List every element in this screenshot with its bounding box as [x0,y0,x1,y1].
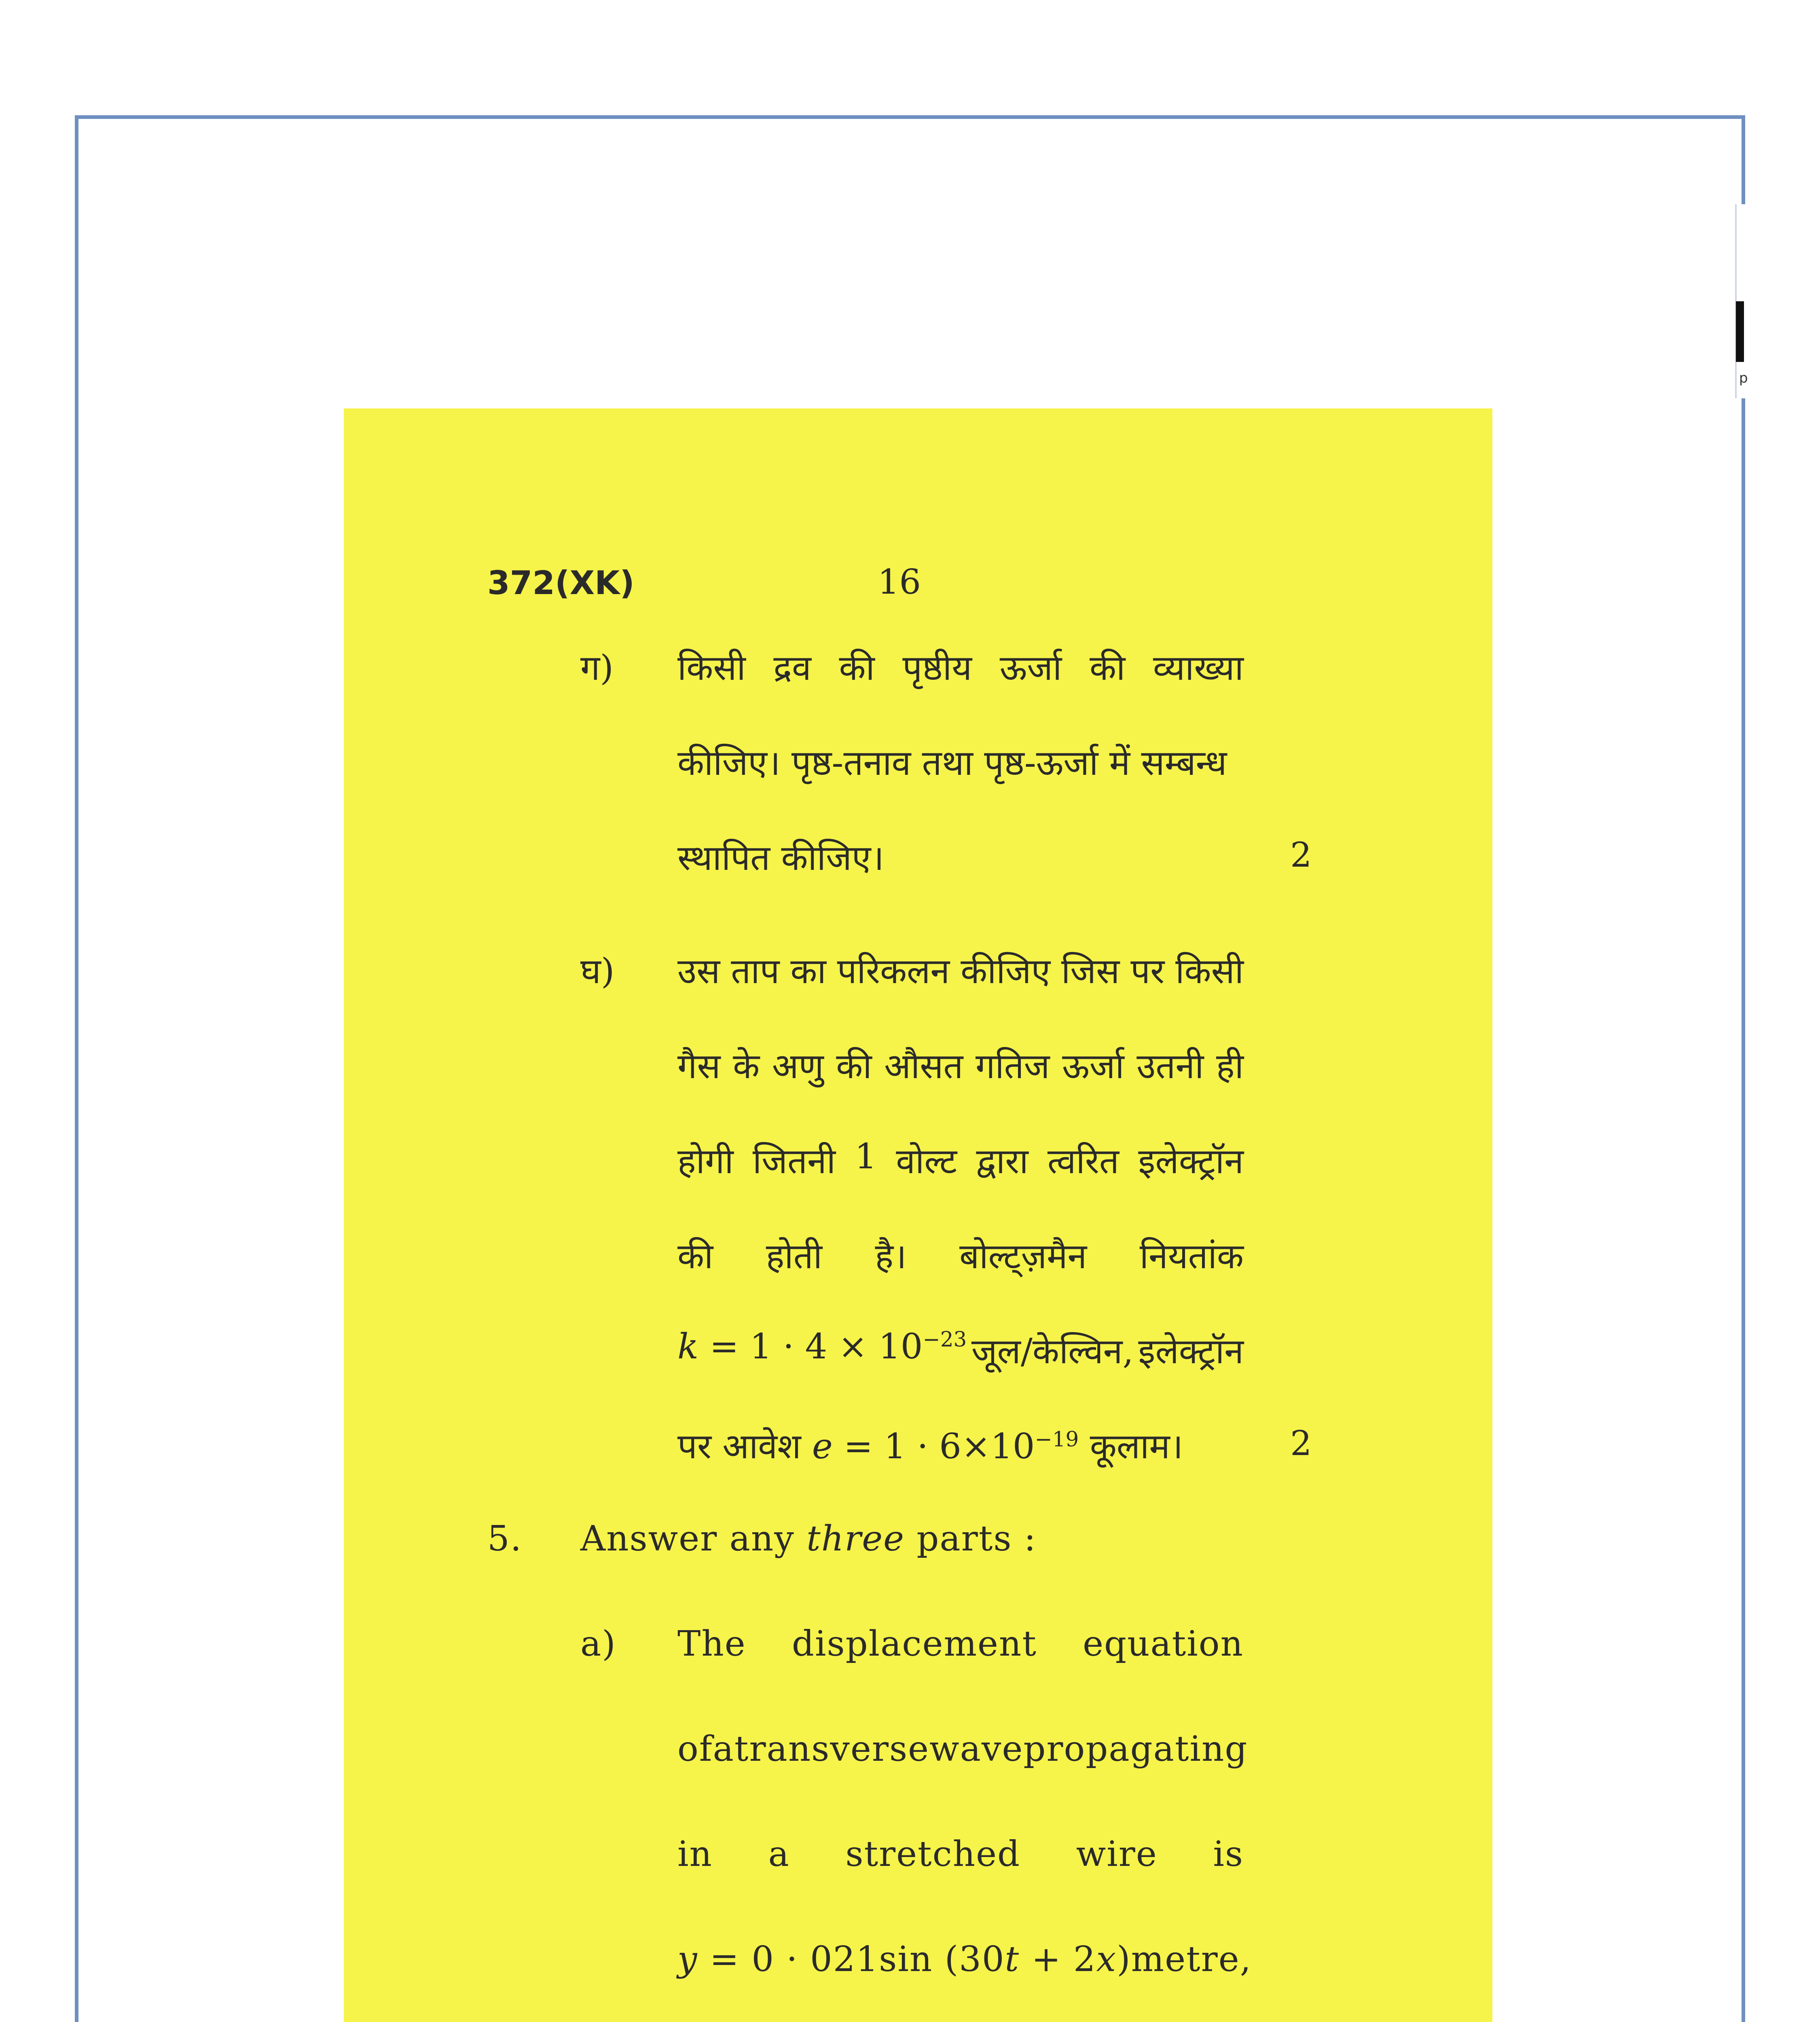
question-gha-line-4 [677,1231,1244,1279]
word: की [839,648,875,688]
word: जिस [1061,951,1120,992]
question-gha-line-3 [677,1136,1244,1184]
word: of [677,1729,713,1769]
word: metre, [1131,1939,1252,1980]
word: द्वारा [976,1141,1029,1182]
word: उस [677,951,720,992]
question-gha-line-1 [677,946,1244,994]
word: वोल्ट [896,1141,957,1182]
question-ga-line-1 [677,643,1244,690]
question-number-5: 5. [487,1519,523,1559]
word: परिकलन [837,951,950,992]
word: के [733,1046,760,1087]
question-label-gha: घ) [580,951,615,992]
word: बोल्ट्ज़मैन [959,1236,1087,1277]
side-letter: p [1739,370,1748,386]
part-label-a: a) [580,1624,616,1664]
word: होगी [677,1141,734,1182]
word: wave [929,1729,1024,1769]
word: अणु [772,1046,824,1087]
side-mark [1736,301,1744,362]
word: गतिज [975,1046,1050,1087]
question-ga-line-2: कीजिए। पृष्ठ-तनाव तथा पृष्ठ-ऊर्जा में सम्बन्ध [677,743,1227,783]
word: transverse [734,1729,929,1769]
word: जूल/केल्विन, [971,1331,1134,1372]
word: उतनी [1136,1046,1204,1087]
part-a-line-4 [677,1939,1252,1980]
page-number: 16 [878,562,921,602]
word: ऊर्जा [999,648,1062,688]
word: displacement [791,1624,1037,1664]
question-label-ga: ग) [580,648,614,688]
word: है। [875,1236,907,1277]
word: a [713,1729,734,1769]
word: नियतांक [1139,1236,1244,1277]
word: 1 [855,1136,877,1177]
boltzmann-constant: $k = 1 \cdot 4 \times 10^{-23}$ [677,1326,967,1367]
word: पृष्ठीय [902,648,972,688]
part-a-line-1 [677,1624,1244,1664]
word: द्रव [773,648,811,688]
word: होती [766,1236,822,1277]
word: पर [1130,951,1165,992]
question-gha-line-5 [677,1326,1244,1374]
part-a-line-3 [677,1834,1244,1874]
word: व्याख्या [1153,648,1244,688]
word: in [677,1834,713,1874]
word: ही [1216,1046,1244,1087]
question-5-intro: Answer any three parts : [580,1519,1037,1559]
wave-equation: y = 0 · 021sin (30t + 2x) [677,1939,1131,1980]
word: गैस [677,1046,721,1087]
word: wire [1076,1834,1158,1874]
question-ga-line-3: स्थापित कीजिए। [677,838,885,878]
word: is [1213,1834,1244,1874]
word: कीजिए [961,951,1051,992]
word: की [1089,648,1126,688]
question-gha-line-2 [677,1041,1244,1089]
word: की [677,1236,713,1277]
word: औसत [884,1046,963,1087]
word: The [677,1624,746,1664]
word: ताप [731,951,780,992]
word: इलेक्ट्रॉन [1138,1141,1244,1182]
word: equation [1083,1624,1244,1664]
word: जितनी [752,1141,836,1182]
marks-ga: 2 [1290,835,1312,875]
word: की [836,1046,872,1087]
part-a-line-2 [677,1729,1248,1769]
word: त्वरित [1047,1141,1119,1182]
word: किसी [677,648,746,688]
word: ऊर्जा [1062,1046,1124,1087]
exam-page [344,408,1492,2022]
question-gha-line-6: पर आवेश $e = 1 \cdot 6\times 10^{-19}$ कूलाम। [677,1426,1183,1467]
word: का [790,951,826,992]
word: इलेक्ट्रॉन [1138,1331,1244,1372]
word: stretched [845,1834,1021,1874]
paper-code: 372(XK) [487,564,635,602]
word: किसी [1175,951,1244,992]
marks-gha: 2 [1290,1423,1312,1463]
word: propagating [1023,1729,1248,1769]
word: a [768,1834,790,1874]
